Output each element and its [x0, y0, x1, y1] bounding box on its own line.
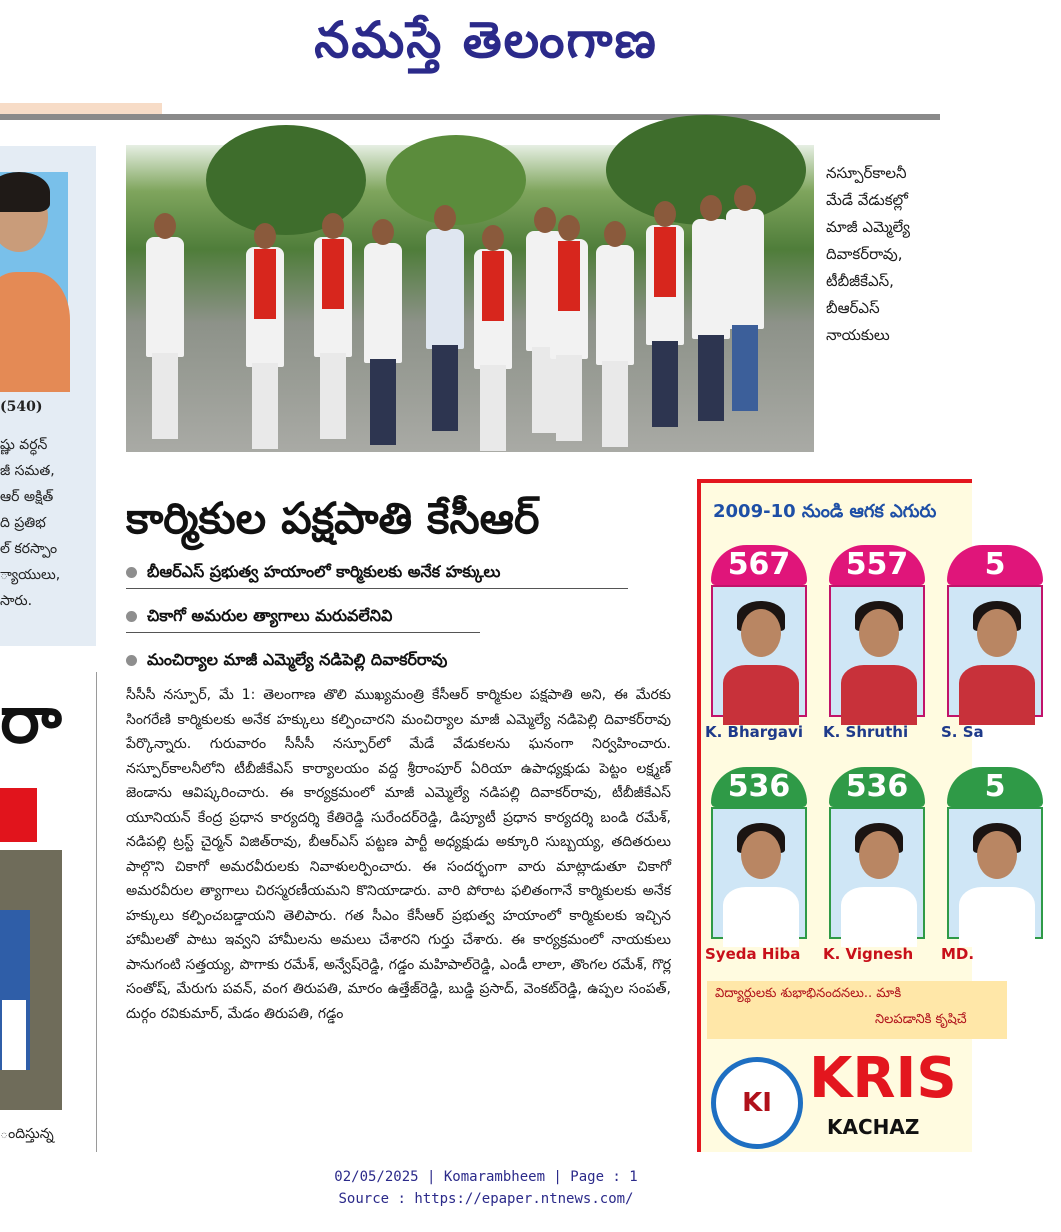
sub-headline-text: మంచిర్యాల మాజీ ఎమ్మెల్యే నడిపెల్లి దివాకర్‌రావు — [147, 650, 448, 669]
student-name: K. Bhargavi — [705, 723, 803, 741]
masthead-divider — [0, 114, 940, 120]
student-photo — [829, 585, 925, 717]
sub-headline-3 — [126, 650, 447, 673]
column-divider — [96, 672, 97, 1152]
footer-edition-info: 02/05/2025 | Komarambheem | Page : 1 — [334, 1169, 638, 1185]
left-portrait-photo — [0, 172, 68, 388]
student-score: 5 — [947, 767, 1043, 807]
ad-tagline-line: విద్యార్థులకు శుభాభినందనలు.. మాకి — [715, 986, 902, 1001]
student-photo — [711, 585, 807, 717]
student-name: Syeda Hiba — [705, 945, 801, 963]
article-body: సీసీసీ నస్పూర్, మే 1: తెలంగాణ తొలి ముఖ్యమంత్రి కేసీఆర్ కార్మికుల పక్షపాతి అని, ఈ మేరకు సింగరేణి కార్మికులకు అనేక హక్కులు కల్పించారని మంచిర్యాల మాజీ ఎమ్మెల్యే నడిపెల్లి దివాకర్‌రావు పేర్కొన్నారు. గురువారం సీసీసీ నస్పూర్‌లో మేడే వేడుకలను ఘనంగా నిర్వహించారు. నస్పూర్‌కాలనీలోని టీబీజీకేఎస్ కార్యాలయం వద్ద శ్రీరాంపూర్ ఏరియా ఉపాధ్యక్షుడు పెట్టం లక్ష్మణ్ జెండాను ఆవిష్కరించారు. ఈ కార్యక్రమంలో మాజీ ఎమ్మెల్యే నడిపల్లి దివాకర్‌రావు, టీబీజీకేఎస్ యూనియన్ కేంద్ర ప్రధాన కార్యదర్శి కేతిరెడ్డి సురేందర్‌రెడ్డి, డిప్యూటీ ప్రధాన కార్యదర్శి బండి రమేశ్, నడిపల్లి ట్రస్ట్ చైర్మన్ విజిత్‌రావు, బీఆర్ఎస్ పట్టణ పార్టీ అధ్యక్షుడు అక్కూరి సుబ్బయ్య, తదితరులు పాల్గొని చికాగో అమరవీరులకు నివాళులర్పించారు. ఈ సందర్భంగా వారు మాట్లాడుతూ చికాగో అమరవీరుల త్యాగాలు చిరస్మరణీయమని కొనియాడారు. వారి పోరాట ఫలితంగానే కార్మికులకు అనేక హక్కులు కల్పించబడ్డాయని తెలిపారు. గత సీఎం కేసీఆర్ ప్రభుత్వ హయాంలో కార్మికులకు ఇచ్చిన హామీలతో పాటు ఇవ్వని హామీలను అమలు చేశారని గుర్తు చేశారు. ఈ కార్యక్రమంలో నాయకులు పానుగంటి సత్తయ్య, పొగాకు రమేశ్, అన్వేష్‌రెడ్డి, గడ్డం మహిపాల్‌రెడ్డి, ఎండీ లాలా, తొంగల రమేశ్, గొర్ల సంతోష్, మేరుగు పవన్, వంగ తిరుపతి, మారం ఉత్తేజ్‌రెడ్డి, బుడ్డి ప్రసాద్, వెంకట్‌రెడ్డి, ఉప్పల సంపత్, దుర్గం రవికుమార్, మేడం తిరుపతి, గడ్డం — [126, 687, 671, 1022]
student-score: 536 — [829, 767, 925, 807]
left-secondary-photo — [0, 850, 62, 1110]
left-text-line: ్యాయులు, — [0, 567, 61, 583]
left-photo-caption: ందిస్తున్న — [0, 1126, 54, 1142]
left-red-block — [0, 788, 37, 842]
photo-caption-line: మాజీ ఎమ్మెల్యే — [826, 218, 910, 236]
masthead-title: నమస్తే తెలంగాణ — [314, 10, 658, 69]
sub-headline-2 — [126, 606, 392, 629]
student-name: K. Shruthi — [823, 723, 909, 741]
sub-headline-1 — [126, 562, 500, 585]
student-photo — [947, 585, 1043, 717]
ad-tagline-line: నిలపడానికి కృషిచే — [875, 1012, 967, 1027]
left-text-line: ల్ కరస్పాం — [0, 541, 58, 557]
main-group-photo — [126, 145, 814, 452]
photo-caption-line: మేడే వేడుకల్లో — [826, 191, 908, 209]
student-photo — [829, 807, 925, 939]
photo-caption-line: టీబీజీకేఎస్, — [826, 272, 894, 290]
student-name: MD. — [941, 945, 975, 963]
left-text-line: జీ సమత, — [0, 463, 55, 479]
school-advertisement — [697, 479, 1006, 1152]
student-score: 557 — [829, 545, 925, 585]
footer-source: Source : https://epaper.ntnews.com/ — [338, 1191, 634, 1207]
photo-caption — [826, 160, 966, 349]
masthead-accent-rule — [0, 103, 162, 114]
sub-headline-text: చికాగో అమరుల త్యాగాలు మరువలేనివి — [147, 606, 393, 625]
page-footer — [0, 1166, 972, 1210]
student-score: 567 — [711, 545, 807, 585]
ad-tagline — [707, 981, 1007, 1039]
photo-caption-line: నస్పూర్‌కాలనీ — [826, 164, 907, 182]
ad-heading: 2009-10 నుండి ఆగక ఎగురు — [713, 501, 937, 522]
left-text-line: ది ప్రతిభ — [0, 515, 46, 531]
bullet-icon — [126, 611, 137, 622]
left-text-line: ఆర్ అక్షిత్ — [0, 489, 54, 505]
photo-caption-line: నాయకులు — [826, 326, 890, 344]
left-headline-fragment: రా — [0, 681, 62, 758]
left-score: (540) — [0, 399, 43, 415]
article-headline: కార్మికుల పక్షపాతి కేసీఆర్ — [126, 494, 540, 544]
left-text-line: సారు. — [0, 593, 33, 609]
photo-caption-line: బీఆర్ఎస్ — [826, 299, 880, 317]
ad-brand-location: KACHAZ — [827, 1115, 920, 1139]
student-name: S. Sa — [941, 723, 984, 741]
student-score: 536 — [711, 767, 807, 807]
student-score: 5 — [947, 545, 1043, 585]
bullet-icon — [126, 655, 137, 666]
ad-brand-name: KRIS — [809, 1046, 957, 1111]
bullet-icon — [126, 567, 137, 578]
student-photo — [947, 807, 1043, 939]
left-text-line: ష్ణు వర్ధన్ — [0, 437, 48, 453]
student-name: K. Vignesh — [823, 945, 914, 963]
school-logo: KI — [711, 1057, 803, 1149]
student-photo — [711, 807, 807, 939]
sub-headline-text: బీఆర్ఎస్ ప్రభుత్వ హయాంలో కార్మికులకు అనేక హక్కులు — [147, 562, 501, 581]
photo-caption-line: దివాకర్‌రావు, — [826, 245, 903, 263]
